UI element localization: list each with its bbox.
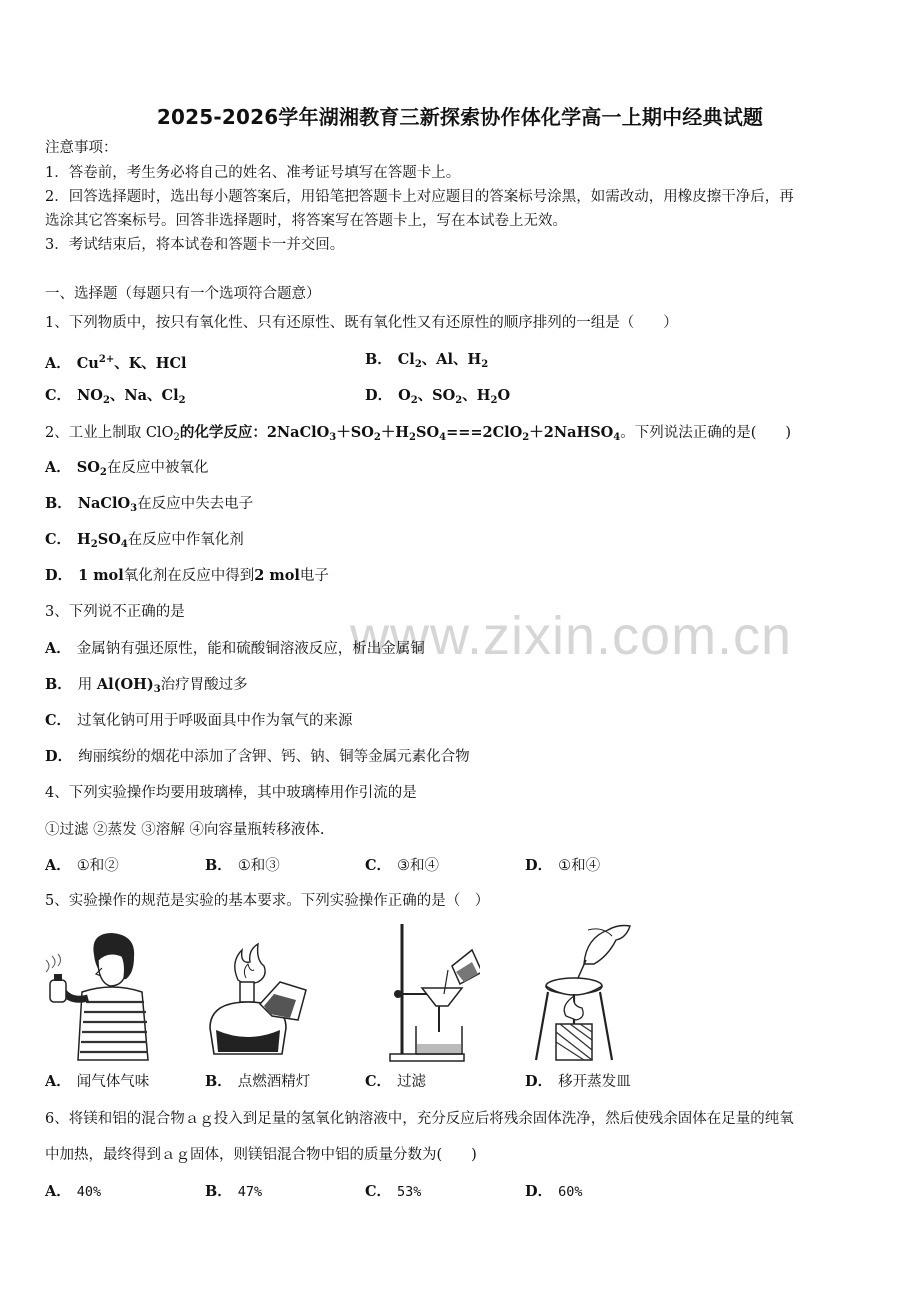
notice-item-3: 3．考试结束后，将本试卷和答题卡一并交回。 <box>45 237 345 253</box>
notice-heading: 注意事项： <box>45 140 118 156</box>
section-heading: 一、选择题（每题只有一个选项符合题意） <box>45 286 321 302</box>
q6-stem-line-2: 中加热，最终得到ａｇ固体，则镁铝混合物中铝的质量分数为( ) <box>45 1147 477 1163</box>
q4-option-d[interactable]: D． ①和④ <box>525 857 601 874</box>
q4-option-b[interactable]: B． ①和③ <box>205 857 280 874</box>
notice-item-2-cont: 选涂其它答案标号。回答非选择题时，将答案写在答题卡上，写在本试卷上无效。 <box>45 213 567 229</box>
option-label: D． <box>365 387 393 404</box>
notice-item-1: 1．答卷前，考生务必将自己的姓名、准考证号填写在答题卡上。 <box>45 165 461 181</box>
q1-option-a[interactable]: A． $Cu^{2+}$、K、HCl <box>45 354 187 372</box>
figure-smell-gas <box>42 920 152 1065</box>
option-label: A． <box>45 355 71 372</box>
q6-option-a[interactable]: A． 40% <box>45 1183 102 1200</box>
q2-option-c[interactable]: C． $H_2SO_4$在反应中作氧化剂 <box>45 531 244 550</box>
q3-option-a[interactable]: A． 金属钠有强还原性，能和硫酸铜溶液反应，析出金属铜 <box>45 640 425 657</box>
q3-option-d[interactable]: D． 绚丽缤纷的烟花中添加了含钾、钙、钠、铜等金属元素化合物 <box>45 748 470 765</box>
q1-option-c[interactable]: C． $NO_2$、Na、$Cl_2$ <box>45 387 186 406</box>
q6-stem-line-1: 6、将镁和铝的混合物ａｇ投入到足量的氢氧化钠溶液中，充分反应后将残余固体洗净，然后使残余固体在足量的纯氧 <box>45 1111 794 1127</box>
q5-option-a[interactable]: A． 闻气体气味 <box>45 1073 150 1090</box>
q5-option-c[interactable]: C． 过滤 <box>365 1073 427 1090</box>
q5-option-d[interactable]: D． 移开蒸发皿 <box>525 1073 631 1090</box>
option-label: C． <box>45 387 72 404</box>
q1-option-d[interactable]: D． $O_2$、$SO_2$、$H_2O$ <box>365 387 511 406</box>
q4-option-c[interactable]: C． ③和④ <box>365 857 440 874</box>
q6-option-d[interactable]: D． 60% <box>525 1183 583 1200</box>
q2-stem: 2、工业上制取 ClO$_2$的化学反应：$2NaClO_3+SO_2+H_2SO_4===2ClO_2+2NaHSO_4$。下列说法正确的是( ) <box>45 424 792 443</box>
watermark: www.zixin.com.cn <box>350 606 793 666</box>
q3-option-b[interactable]: B． 用 $Al(OH)_3$治疗胃酸过多 <box>45 676 248 695</box>
q2-option-d[interactable]: D． 1 mol氧化剂在反应中得到2 mol电子 <box>45 567 329 584</box>
figure-remove-evaporating-dish <box>530 920 640 1065</box>
page-title: 2025-2026学年湖湘教育三新探索协作体化学高一上期中经典试题 <box>156 105 764 129</box>
q3-option-c[interactable]: C． 过氧化钠可用于呼吸面具中作为氧气的来源 <box>45 712 353 729</box>
figure-filtration <box>360 920 480 1065</box>
q4-option-a[interactable]: A． ①和② <box>45 857 119 874</box>
q2-option-a[interactable]: A． $SO_2$在反应中被氧化 <box>45 459 209 478</box>
q3-stem: 3、下列说不正确的是 <box>45 604 185 620</box>
q2-option-b[interactable]: B． NaClO$_3$在反应中失去电子 <box>45 495 254 514</box>
q1-stem: 1、下列物质中，按只有氧化性、只有还原性、既有氧化性又有还原性的顺序排列的一组是（ ） <box>45 315 678 331</box>
option-label: B． <box>365 351 392 368</box>
q5-option-b[interactable]: B． 点燃酒精灯 <box>205 1073 311 1090</box>
figure-light-alcohol-lamp <box>200 920 310 1065</box>
q6-option-b[interactable]: B． 47% <box>205 1183 263 1200</box>
q1-option-b[interactable]: B． $Cl_2$、Al、$H_2$ <box>365 351 489 370</box>
q5-stem: 5、实验操作的规范是实验的基本要求。下列实验操作正确的是（ ） <box>45 893 490 909</box>
q4-list: ①过滤 ②蒸发 ③溶解 ④向容量瓶转移液体. <box>45 822 325 838</box>
notice-item-2: 2．回答选择题时，选出每小题答案后，用铅笔把答题卡上对应题目的答案标号涂黑，如需改动，用橡皮擦干净后，再 <box>45 189 794 205</box>
q6-option-c[interactable]: C． 53% <box>365 1183 422 1200</box>
q4-stem: 4、下列实验操作均要用玻璃棒，其中玻璃棒用作引流的是 <box>45 785 417 801</box>
